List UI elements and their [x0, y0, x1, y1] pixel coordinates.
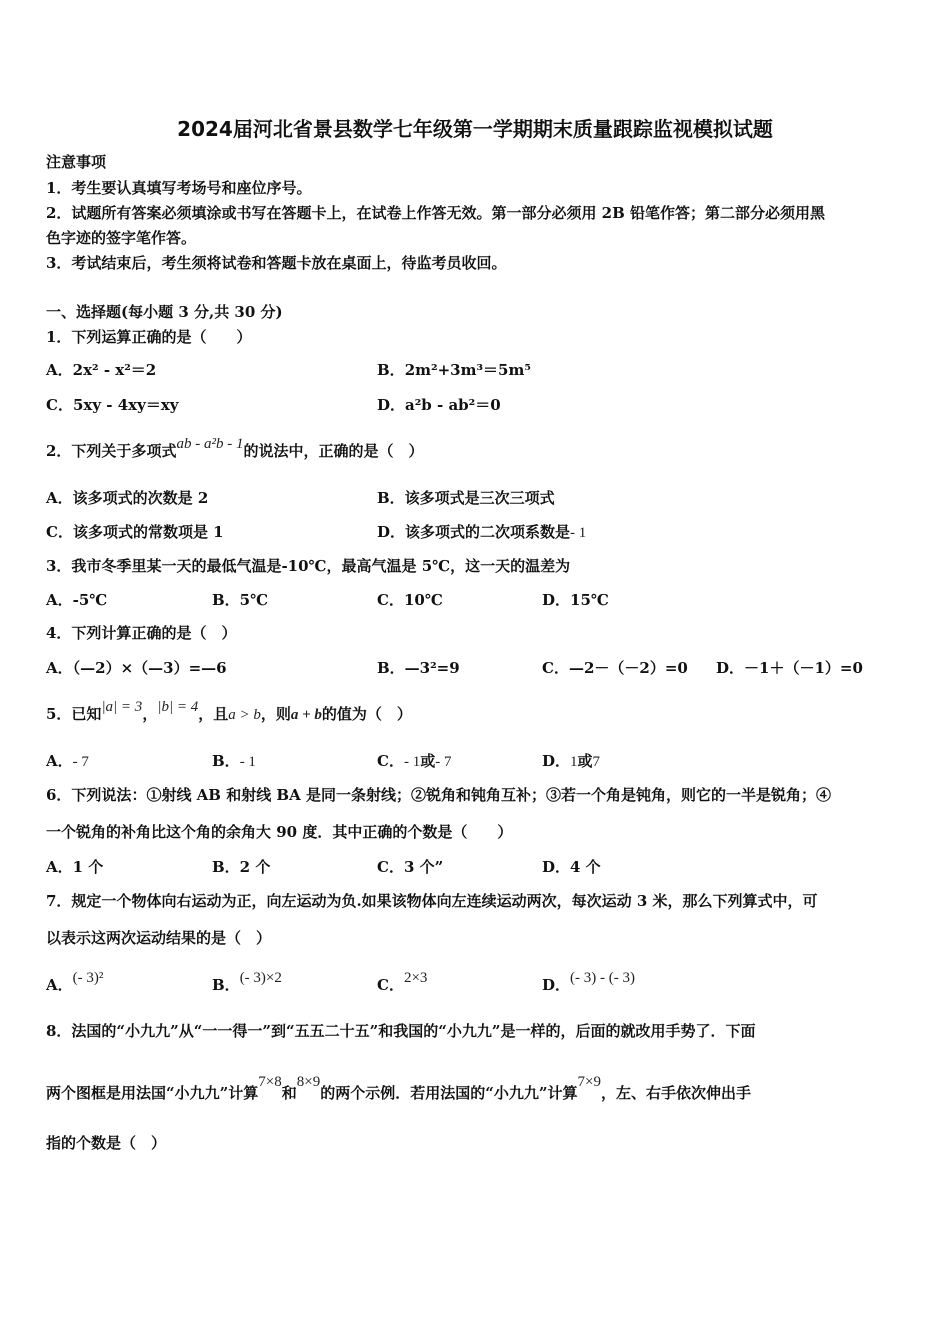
question-6-stem-line-2: 一个锐角的补角比这个角的余角大 90 度．其中正确的个数是（ ） [46, 823, 513, 841]
inequality-expression: a > b [228, 707, 261, 723]
math-expression: 7×8 [258, 1074, 282, 1090]
option-math: (- 3)×2 [239, 970, 282, 986]
option-math: 2×3 [403, 970, 428, 986]
stem-text: 的说法中，正确的是（ ） [243, 442, 424, 460]
abs-b-expression: |b| = 4 [157, 699, 199, 715]
q6-option-d: D．4 个 [542, 858, 601, 876]
q5-option-c [377, 751, 451, 772]
option-text: 5xy - 4xy＝xy [72, 396, 179, 414]
notice-heading: 注意事项 [46, 153, 107, 171]
question-7-stem-line-1: 7．规定一个物体向右运动为正，向左运动为负.如果该物体向左连续运动两次，每次运动 3 米，那么下列算式中，可 [46, 892, 818, 910]
option-label: A． [46, 752, 73, 770]
q3-option-b: B．5℃ [212, 591, 269, 609]
option-math: - 1 [570, 525, 587, 541]
option-label: C． [377, 976, 404, 994]
option-text: 2m²+3m³＝5m⁵ [404, 361, 531, 379]
q6-option-a: A．1 个 [46, 858, 104, 876]
option-label: B． [212, 752, 240, 770]
question-8-stem-line-3: 指的个数是（ ） [46, 1134, 167, 1152]
option-label: B． [377, 361, 405, 379]
q2-option-a: A．该多项式的次数是 2 [46, 489, 209, 507]
math-expression: 7×9 [577, 1074, 601, 1090]
notice-item-2-cont: 色字迹的签字笔作答。 [46, 229, 197, 247]
option-math: (- 3) - (- 3) [570, 970, 635, 986]
q4-option-c: C．—2－（－2）=0 [542, 659, 688, 677]
option-label: D． [542, 976, 571, 994]
stem-text: ，左、右手依次伸出手 [600, 1084, 751, 1102]
sum-expression: a + b [290, 707, 322, 723]
q1-option-c [46, 395, 178, 415]
stem-text: 2．下列关于多项式 [46, 442, 177, 460]
q7-option-b [212, 970, 282, 996]
option-math: 7 [592, 754, 601, 770]
option-text: 2x² - x²＝2 [72, 361, 157, 379]
exam-title: 2024届河北省景县数学七年级第一学期期末质量跟踪监视模拟试题 [177, 117, 773, 141]
q1-option-a [46, 360, 156, 380]
q7-option-c [377, 970, 428, 996]
q2-option-b: B．该多项式是三次三项式 [377, 489, 555, 507]
q6-option-c: C．3 个” [377, 858, 444, 876]
q1-option-d [377, 395, 501, 415]
option-label: A． [46, 976, 73, 994]
option-math: - 7 [435, 754, 452, 770]
option-label: C． [46, 396, 73, 414]
notice-item-1: 1．考生要认真填写考场号和座位序号。 [46, 179, 312, 197]
option-label: D． [377, 396, 406, 414]
q3-option-c: C．10℃ [377, 591, 443, 609]
q5-option-b [212, 751, 256, 772]
stem-text: 的值为（ ） [321, 705, 412, 723]
option-label: B． [212, 976, 240, 994]
option-text: 或 [420, 752, 436, 770]
q6-option-b: B．2 个 [212, 858, 271, 876]
stem-text: ，则 [260, 705, 291, 723]
notice-item-3: 3．考试结束后，考生须将试卷和答题卡放在桌面上，待监考员收回。 [46, 254, 507, 272]
option-math: - 7 [72, 754, 89, 770]
polynomial-expression: ab - a²b - 1 [176, 436, 244, 452]
option-math: - 1 [239, 754, 256, 770]
q3-option-a: A．-5℃ [46, 591, 108, 609]
q5-option-d [542, 751, 600, 772]
question-2-stem [46, 436, 424, 462]
question-1-stem: 1．下列运算正确的是（ ） [46, 328, 252, 346]
option-math: 1 [570, 754, 578, 770]
q2-option-c: C．该多项式的常数项是 1 [46, 523, 224, 541]
stem-text: ，且 [198, 705, 229, 723]
q4-option-a: A．（—2）×（—3）=—6 [46, 659, 227, 677]
question-8-stem-line-1: 8．法国的“小九九”从“一一得一”到“五五二十五”和我国的“小九九”是一样的，后面的就改用手势了．下面 [46, 1022, 756, 1040]
section-heading: 一、选择题(每小题 3 分,共 30 分) [46, 303, 283, 321]
option-text: D．该多项式的二次项系数是 [377, 523, 571, 541]
q4-option-b: B．—3²=9 [377, 659, 460, 677]
option-text: 或 [577, 752, 593, 770]
question-8-stem-line-2 [46, 1074, 751, 1104]
stem-text: 5．已知 [46, 705, 102, 723]
option-text: a²b - ab²＝0 [405, 396, 501, 414]
option-label: D． [542, 752, 571, 770]
q1-option-b [377, 360, 531, 380]
option-label: C． [377, 752, 404, 770]
option-math: - 1 [403, 754, 421, 770]
question-4-stem: 4．下列计算正确的是（ ） [46, 624, 237, 642]
stem-text: 两个图框是用法国“小九九”计算 [46, 1084, 259, 1102]
question-5-stem [46, 699, 412, 725]
question-7-stem-line-2: 以表示这两次运动结果的是（ ） [46, 929, 272, 947]
q3-option-d: D．15℃ [542, 591, 609, 609]
q4-option-d: D．－1＋（－1）=0 [716, 659, 863, 677]
option-label: A． [46, 361, 73, 379]
stem-text: ， [142, 705, 158, 723]
question-3-stem: 3．我市冬季里某一天的最低气温是-10℃，最高气温是 5℃，这一天的温差为 [46, 557, 571, 575]
math-expression: 8×9 [296, 1074, 321, 1090]
abs-a-expression: |a| = 3 [101, 699, 143, 715]
stem-text: 和 [281, 1084, 297, 1102]
question-6-stem-line-1: 6．下列说法：①射线 AB 和射线 BA 是同一条射线；②锐角和钝角互补；③若一个角是钝角，则它的一半是锐角；④ [46, 786, 831, 804]
stem-text: 的两个示例．若用法国的“小九九”计算 [320, 1084, 578, 1102]
q5-option-a [46, 751, 89, 772]
q7-option-a [46, 970, 104, 996]
notice-item-2: 2．试题所有答案必须填涂或书写在答题卡上，在试卷上作答无效。第一部分必须用 2B 铅笔作答；第二部分必须用黑 [46, 204, 826, 222]
option-math: (- 3)² [72, 970, 104, 986]
q7-option-d [542, 970, 635, 996]
q2-option-d [377, 522, 586, 543]
